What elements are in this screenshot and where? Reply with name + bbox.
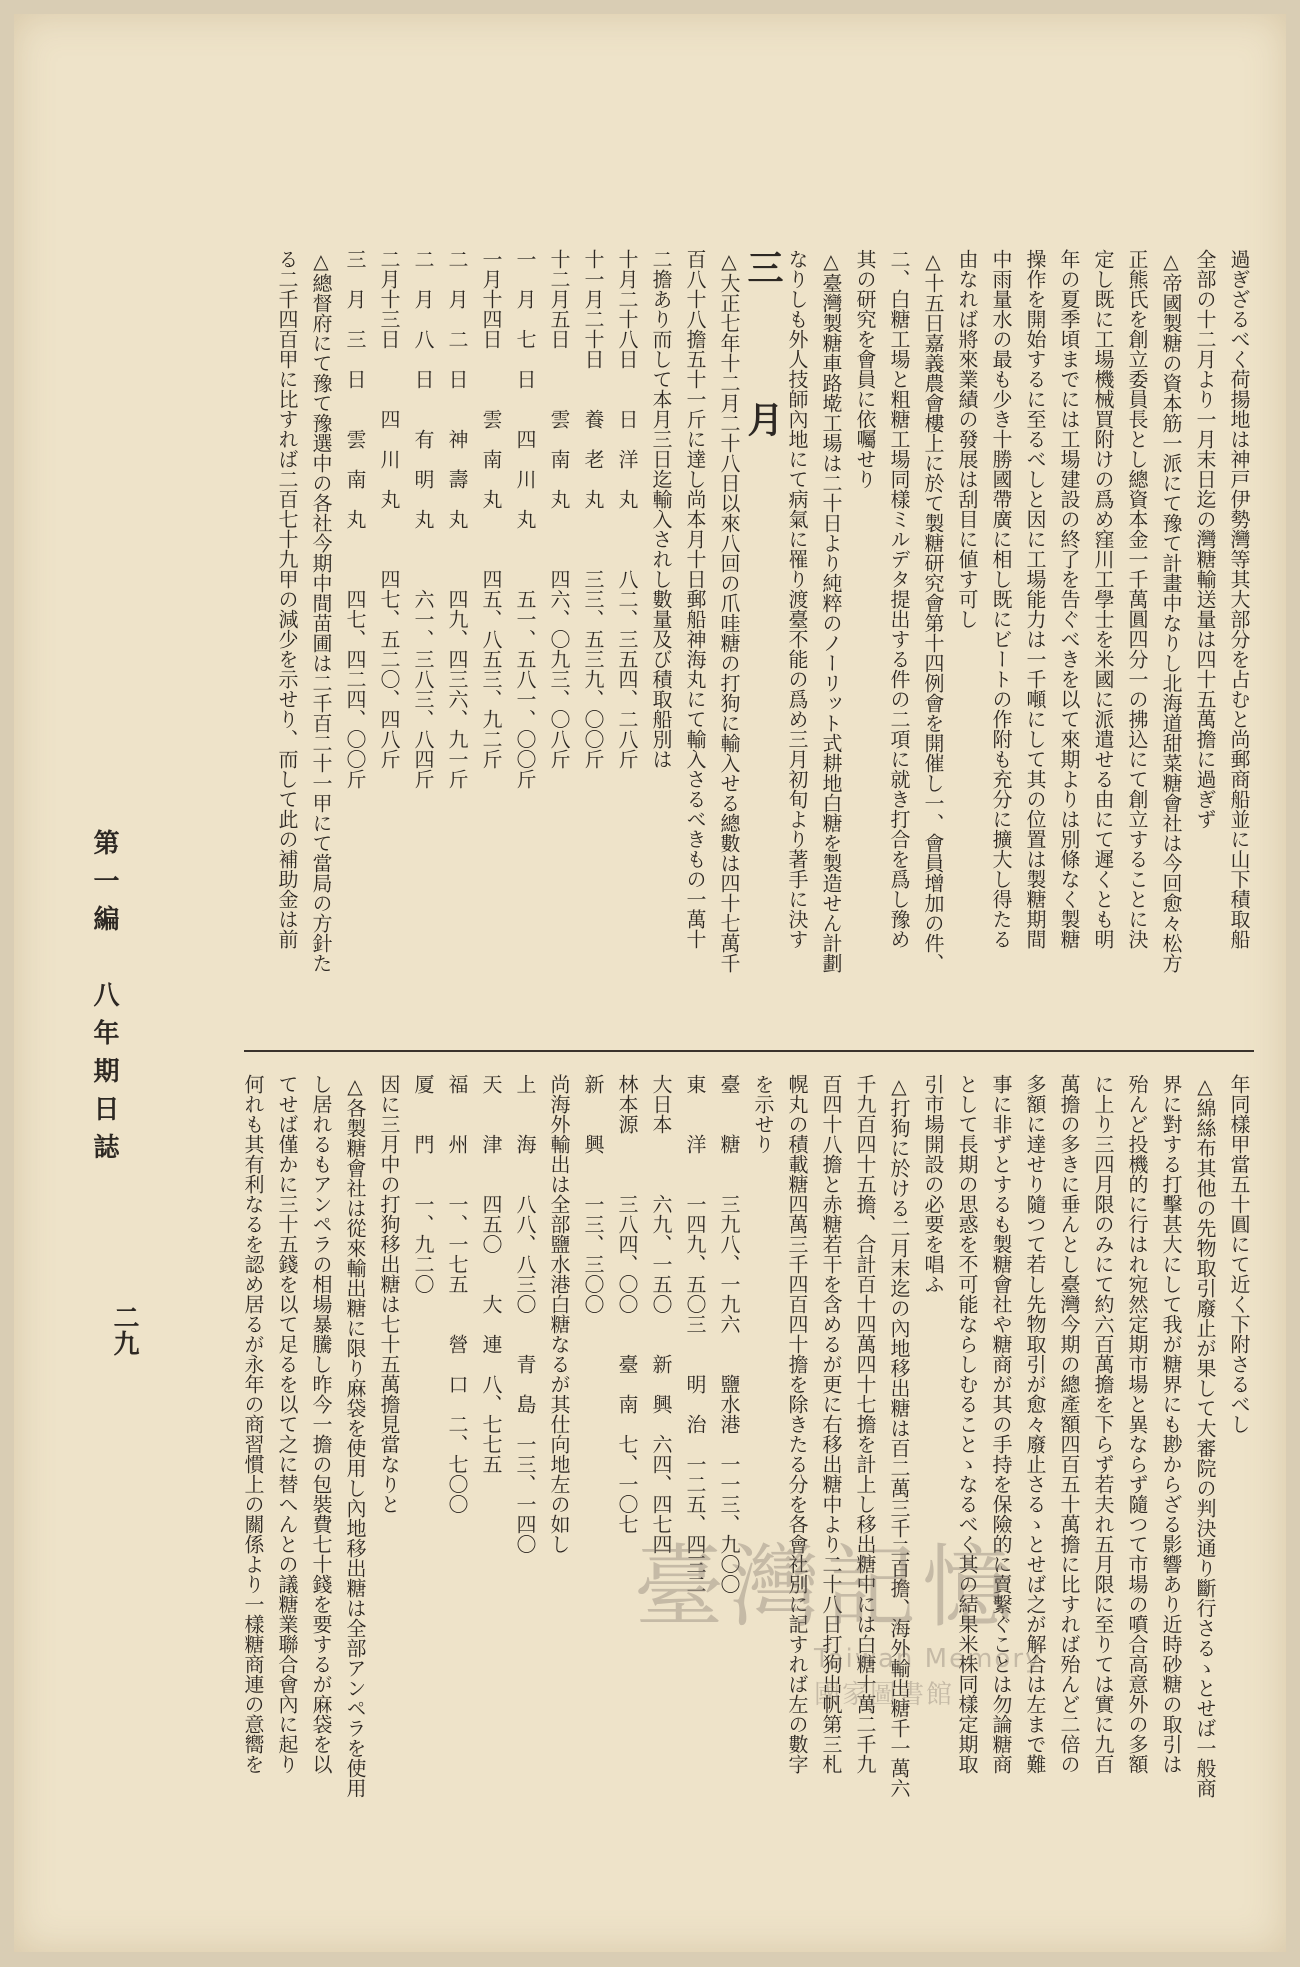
lower-column: 尚海外輸出は全部鹽水港白糖なるが其仕向地左の如し: [547, 1074, 571, 1554]
lower-column: 林本源 三八四、〇〇 臺 南 七、一〇七: [615, 1074, 639, 1534]
lower-column: 因に三月中の打狗移出糖は七十五萬擔見當なりと: [377, 1074, 401, 1514]
upper-column: 三 月 三 日 雲 南 丸 四七、四二四、〇〇斤: [343, 249, 367, 789]
watermark-org: 國家圖書館: [814, 1680, 955, 1710]
upper-column: △十五日嘉義農會樓上に於て製糖研究會第十四例會を開催し一、會員增加の件、: [921, 249, 945, 973]
lower-column: 事に非ずとするも製糖會社や糖商が其の手持を保險的に賣繫ぐことは勿論糖商: [989, 1074, 1013, 1774]
upper-column: なりしも外人技師內地にて病氣に罹り渡臺不能の爲め三月初旬より著手に決す: [785, 249, 809, 949]
upper-column: 二 月 二 日 神 壽 丸 四九、四三六、九一斤: [445, 249, 469, 789]
lower-column: に上り三四月限のみにて約六百萬擔を下らず若夫れ五月限に至りては實に九百: [1091, 1074, 1115, 1774]
lower-column: 大日本 六九、一五〇 新 興 六四、四七四: [649, 1074, 673, 1554]
lower-column: し居れるもアンペラの相場暴騰し昨今一擔の包裝費七十錢を要するが麻袋を以: [309, 1074, 333, 1774]
upper-column: 一 月 七 日 四 川 丸 五一、五八一、〇〇斤: [513, 249, 537, 789]
upper-column: 其の研究を會員に依囑せり: [853, 249, 877, 489]
lower-column: 天 津 四五〇 大 連 八、七七五: [479, 1074, 503, 1474]
upper-column: △總督府にて豫て豫選中の各社今期中間苗圃は二千百二十一甲にて當局の方針た: [309, 249, 333, 973]
upper-column: △臺灣製糖車路墘工場は二十日より純粹のノーリット式耕地白糖を製造せん計劃: [819, 249, 843, 973]
upper-column: 正熊氏を創立委員長とし總資本金一千萬圓四分一の拂込にて創立することに決: [1125, 249, 1149, 949]
upper-column: 十二月五日 雲 南 丸 四六、〇九三、〇八斤: [547, 249, 571, 769]
upper-column: 三 月: [742, 249, 784, 477]
lower-column: 厦 門 一、九二〇: [411, 1074, 435, 1294]
lower-column: 多額に達せり隨つて若し先物取引が愈々廢止さるゝとせば之が解合は左まで難: [1023, 1074, 1047, 1774]
upper-column: 一月十四日 雲 南 丸 四五、八五三、九二斤: [479, 249, 503, 769]
upper-column: △帝國製糖の資本筋一派にて豫て計畫中なりし北海道甜菜糖會社は今回愈々松方: [1159, 249, 1183, 973]
section-divider: [244, 1050, 1254, 1052]
lower-column: △打狗に於ける二月末迄の內地移出糖は百二萬三千二百擔、海外輸出糖千一萬六: [887, 1074, 911, 1798]
lower-column: 萬擔の多きに垂んとし臺灣今期の總產額四百五十萬擔に比すれば殆んど二倍の: [1057, 1074, 1081, 1774]
lower-column: △綿絲布其他の先物取引廢止が果して大審院の判決通り斷行さるゝとせば一般商: [1193, 1074, 1217, 1798]
lower-column: 幌丸の積載糖四萬三千四百四十擔を除きたる分を各會社別に記すれば左の數字: [785, 1074, 809, 1774]
lower-column: てせば僅かに三十五錢を以て足るを以て之に替へんとの議糖業聯合會內に起り: [275, 1074, 299, 1774]
watermark-latin: Taiwan Memory: [814, 1644, 1043, 1674]
document-page: [14, 14, 1286, 1952]
upper-column: 過ぎざるべく荷揚地は神戸伊勢灣等其大部分を占むと尚郵商船並に山下積取船: [1227, 249, 1251, 949]
upper-column: △大正七年十二月二十八日以來八回の爪哇糖の打狗に輸入せる總數は四十七萬千: [717, 249, 741, 973]
upper-column: 十月二十八日 日 洋 丸 八二、三五四、二八斤: [615, 249, 639, 769]
lower-column: 何れも其有利なるを認め居るが永年の商習慣上の關係より一樣糖商連の意嚮を: [241, 1074, 265, 1774]
lower-column: として長期の思惑を不可能ならしむることゝなるべく其の結果米株同樣定期取: [955, 1074, 979, 1774]
lower-column: 百四十八擔と赤糖若干を含めるが更に右移出糖中より二十八日打狗出帆第三札: [819, 1074, 843, 1774]
upper-column: 二擔あり而して本月三日迄輸入されし數量及び積取船別は: [649, 249, 673, 769]
upper-column: る二千四百甲に比すれば二百七十九甲の減少を示せり、而して此の補助金は前: [275, 249, 299, 949]
upper-column: 操作を開始するに至るべしと因に工場能力は一千噸にして其の位置は製糖期間: [1023, 249, 1047, 949]
upper-column: 定し既に工場機械買附けの爲め窪川工學士を米國に派遣せる由にて遲くとも明: [1091, 249, 1115, 949]
lower-column: 引市場開設の必要を唱ふ: [921, 1074, 945, 1294]
lower-column: 上 海 八八、八三〇 青 島 一三、一四〇: [513, 1074, 537, 1554]
upper-column: 二、白糖工場と粗糖工場同樣ミルデタ提出する件の二項に就き打合を爲し豫め: [887, 249, 911, 949]
lower-column: 臺 糖 三九八、一九六 鹽水港 一一三、九〇〇: [717, 1074, 741, 1594]
upper-column: 中雨量水の最も少き十勝國帶廣に相し既にビートの作附も充分に擴大し得たる: [989, 249, 1013, 949]
lower-column: 千九百四十五擔、合計百十四萬四十七擔を計上し移出糖中には白糖十萬二千九: [853, 1074, 877, 1774]
lower-column: △各製糖會社は從來輸出糖に限り麻袋を使用し內地移出糖は全部アンペラを使用: [343, 1074, 367, 1798]
watermark-logo: 臺灣記憶: [634, 1535, 1018, 1640]
upper-column: 二月十三日 四 川 丸 四七、五二〇、四八斤: [377, 249, 401, 769]
lower-column: 界に對する打擊甚大にして我が糖界にも尠からざる影響あり近時砂糖の取引は: [1159, 1074, 1183, 1774]
upper-column: 年の夏季頃までには工場建設の終了を告ぐべきを以て來期よりは別條なく製糖: [1057, 249, 1081, 949]
lower-column: 東 洋 一四九、五〇三 明 治 一二五、四三二: [683, 1074, 707, 1594]
upper-column: 十一月二十日 養 老 丸 三三、五三九、〇〇斤: [581, 249, 605, 769]
footer-volume-title: 第一編 八年期日誌: [89, 829, 119, 1171]
lower-column: 福 州 一、一七五 營 口 二、七〇〇: [445, 1074, 469, 1514]
page-number: 二九: [109, 1304, 139, 1356]
lower-column: 新 興 一三、三〇〇: [581, 1074, 605, 1314]
lower-column: を示せり: [751, 1074, 775, 1154]
lower-column: 年同樣甲當五十圓にて近く下附さるべし: [1227, 1074, 1251, 1434]
upper-column: 由なれば將來業績の發展は刮目に値す可し: [955, 249, 979, 629]
upper-column: 二 月 八 日 有 明 丸 六一、三八三、八四斤: [411, 249, 435, 789]
lower-column: 殆んど投機的に行はれ宛然定期市場と異ならず隨つて市場の噴合高意外の多額: [1125, 1074, 1149, 1774]
upper-column: 百八十八擔五十一斤に達し尚本月十日郵船神海丸にて輸入さるべきもの一萬十: [683, 249, 707, 949]
upper-column: 全部の十二月より一月末日迄の灣糖輸送量は四十五萬擔に過ぎず: [1193, 249, 1217, 829]
